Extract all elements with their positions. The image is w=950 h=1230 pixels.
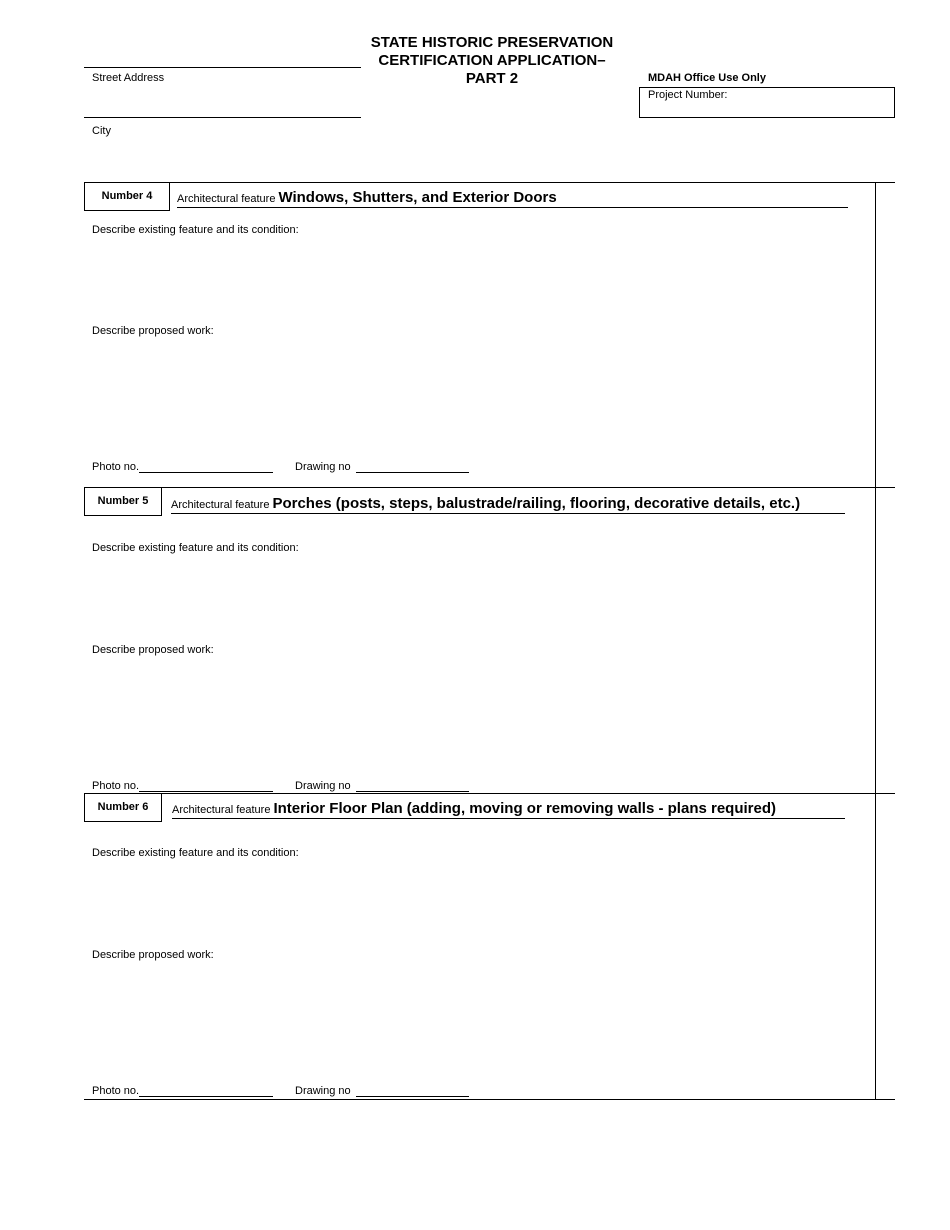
section-divider-5-6 — [84, 793, 895, 794]
street-address-label: Street Address — [92, 72, 165, 84]
section-6-proposed-label: Describe proposed work: — [92, 949, 214, 961]
form-title-line3: PART 2 — [465, 70, 519, 87]
section-6-feature-field[interactable] — [172, 800, 845, 819]
section-6-existing-field[interactable] — [92, 863, 867, 943]
city-line[interactable] — [84, 117, 361, 118]
form-title-line1: STATE HISTORIC PRESERVATION — [370, 34, 614, 51]
office-use-label: MDAH Office Use Only — [648, 72, 766, 84]
section-6-photo-field[interactable] — [139, 1096, 273, 1097]
form-title — [342, 34, 642, 88]
city-label: City — [92, 125, 111, 137]
section-4-number-box: Number 4 — [84, 182, 170, 211]
section-5-existing-field[interactable] — [92, 558, 867, 638]
section-6-existing-label: Describe existing feature and its condition: — [92, 847, 299, 859]
section-6-proposed-field[interactable] — [92, 965, 867, 1075]
section-6-photo-label: Photo no. — [92, 1085, 140, 1097]
section-5-drawing-field[interactable] — [356, 791, 469, 792]
section-4-photo-field[interactable] — [139, 472, 273, 473]
section-6-drawing-label: Drawing no — [295, 1085, 351, 1097]
section-4-feature-label: Architectural feature — [177, 193, 276, 205]
section-divider-4-5 — [84, 487, 895, 488]
section-5-number-box: Number 5 — [84, 487, 162, 516]
street-address-line[interactable] — [84, 67, 361, 68]
section-5-photo-field[interactable] — [139, 791, 273, 792]
section-5-feature-value: Porches (posts, steps, balustrade/railing, flooring, decorative details, etc.) — [272, 495, 801, 512]
section-6-number-box: Number 6 — [84, 793, 162, 822]
section-5-feature-field[interactable] — [171, 495, 845, 514]
section-6-drawing-field[interactable] — [356, 1096, 469, 1097]
section-4-photo-label: Photo no. — [92, 461, 140, 473]
section-5-photo-label: Photo no. — [92, 780, 140, 792]
form-title-line2: CERTIFICATION APPLICATION– — [378, 52, 606, 69]
section-5-proposed-field[interactable] — [92, 660, 867, 770]
section-4-feature-value: Windows, Shutters, and Exterior Doors — [278, 189, 557, 206]
section-4-feature-field[interactable] — [177, 189, 848, 208]
section-5-existing-label: Describe existing feature and its condition: — [92, 542, 299, 554]
section-4-drawing-field[interactable] — [356, 472, 469, 473]
project-number-label: Project Number: — [648, 89, 728, 101]
section-divider-top — [84, 182, 895, 183]
section-6-feature-value: Interior Floor Plan (adding, moving or removing walls - plans required) — [273, 800, 776, 817]
section-4-drawing-label: Drawing no — [295, 461, 351, 473]
section-4-proposed-label: Describe proposed work: — [92, 325, 214, 337]
section-4-proposed-field[interactable] — [92, 341, 867, 451]
section-5-feature-label: Architectural feature — [171, 499, 270, 511]
project-number-box[interactable] — [639, 87, 895, 118]
section-5-drawing-label: Drawing no — [295, 780, 351, 792]
section-4-existing-label: Describe existing feature and its condition: — [92, 224, 299, 236]
section-5-proposed-label: Describe proposed work: — [92, 644, 214, 656]
right-border — [875, 182, 876, 1100]
section-6-feature-label: Architectural feature — [172, 804, 271, 816]
section-divider-bottom — [84, 1099, 895, 1100]
section-4-existing-field[interactable] — [92, 240, 867, 320]
